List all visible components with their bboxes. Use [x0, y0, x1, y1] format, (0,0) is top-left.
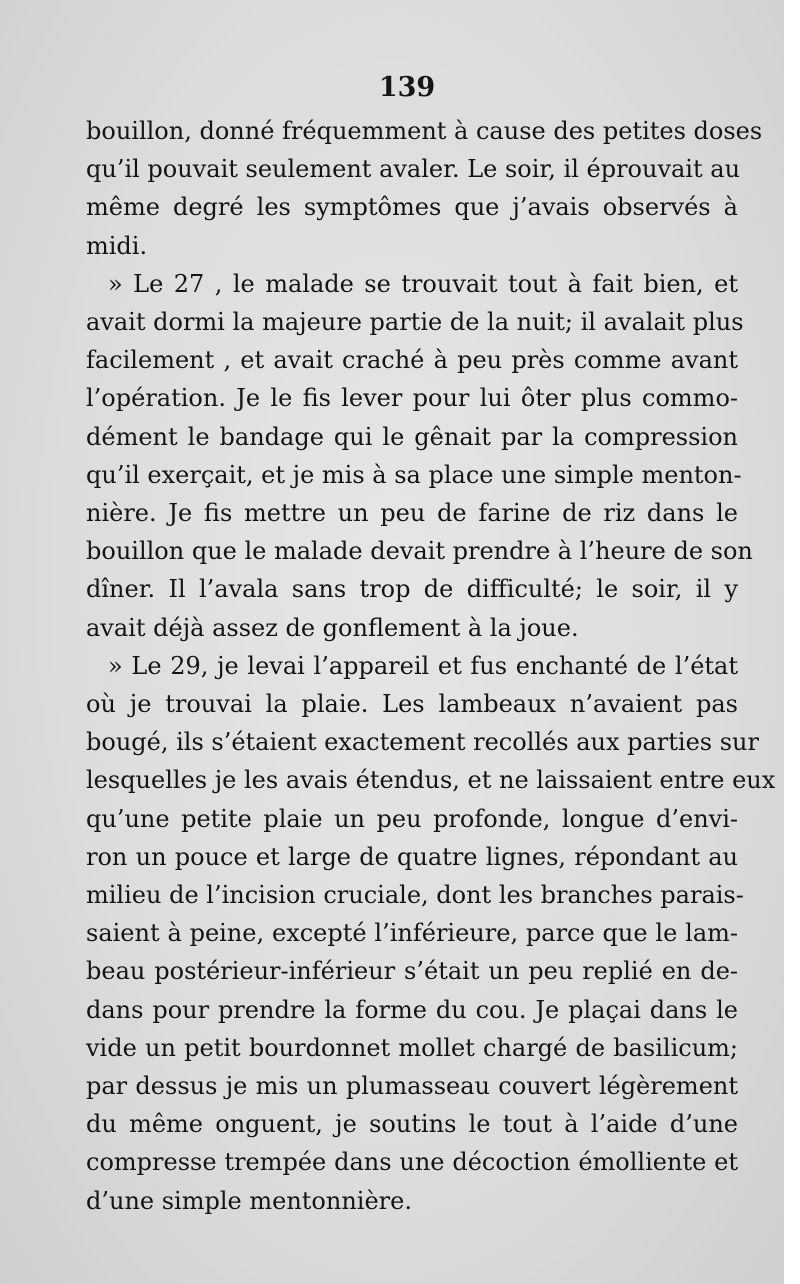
page-number: 139: [378, 72, 436, 103]
scan-margin: [784, 0, 800, 1284]
text-line: bougé, ils s’étaient exactement recollés aux parties sur: [86, 728, 759, 757]
text-line: » Le 27 , le malade se trouvait tout à fait bien, et: [108, 269, 738, 298]
text-line: saient à peine, excepté l’inférieure, parce que le lam-: [86, 919, 738, 948]
text-line: avait déjà assez de gonflement à la joue.: [86, 613, 579, 642]
text-line: vide un petit bourdonnet mollet chargé de basilicum;: [86, 1033, 738, 1062]
text-line: qu’il exerçait, et je mis à sa place une simple menton-: [86, 460, 742, 489]
text-line: dans pour prendre la forme du cou. Je plaçai dans le: [86, 995, 738, 1024]
text-line: ron un pouce et large de quatre lignes, répondant au: [86, 842, 738, 871]
text-line: bouillon que le malade devait prendre à l’heure de son: [86, 537, 753, 566]
text-line: avait dormi la majeure partie de la nuit; il avalait plus: [86, 308, 744, 337]
body-text: [86, 112, 776, 1220]
text-line: par dessus je mis un plumasseau couvert légèrement: [86, 1072, 738, 1101]
text-line: qu’une petite plaie un peu profonde, longue d’envi-: [86, 804, 738, 833]
text-line: même degré les symptômes que j’avais observés à: [86, 193, 738, 222]
text-line: compresse trempée dans une décoction émolliente et: [86, 1148, 738, 1177]
text-line: du même onguent, je soutins le tout à l’aide d’une: [86, 1110, 738, 1139]
text-line: bouillon, donné fréquemment à cause des petites doses: [86, 117, 763, 145]
text-line: midi.: [86, 231, 148, 260]
text-line: où je trouvai la plaie. Les lambeaux n’avaient pas: [86, 690, 738, 719]
text-line: lesquelles je les avais étendus, et ne laissaient entre eux: [86, 766, 776, 795]
text-line: facilement , et avait craché à peu près comme avant: [86, 346, 738, 375]
text-line: l’opération. Je le fis lever pour lui ôter plus commo-: [86, 384, 738, 413]
text-line: beau postérieur-inférieur s’était un peu replié en de-: [86, 957, 738, 986]
text-line: » Le 29, je levai l’appareil et fus enchanté de l’état: [108, 651, 738, 680]
text-line: dément le bandage qui le gênait par la compression: [86, 422, 738, 451]
text-line: dîner. Il l’avala sans trop de difficulté; le soir, il y: [86, 575, 738, 604]
text-line: nière. Je fis mettre un peu de farine de riz dans le: [86, 499, 738, 528]
text-line: d’une simple mentonnière.: [86, 1186, 412, 1215]
text-line: milieu de l’incision cruciale, dont les branches parais-: [86, 881, 744, 910]
text-line: qu’il pouvait seulement avaler. Le soir, il éprouvait au: [86, 155, 741, 184]
